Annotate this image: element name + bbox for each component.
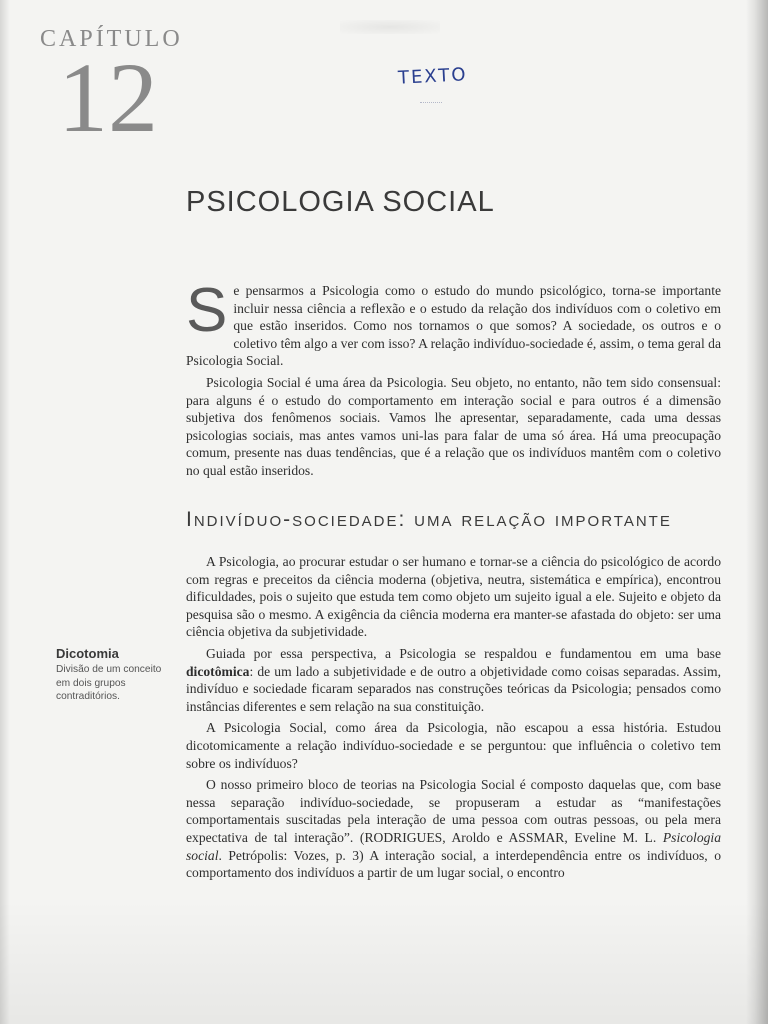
handwritten-note: TEXTO — [397, 64, 469, 89]
section-heading: Indivíduo-sociedade: uma relação importante — [186, 508, 672, 531]
page-edge-shadow-left — [0, 0, 10, 1024]
page-bottom-shade — [0, 900, 768, 1024]
intro-paragraph-1-text: e pensarmos a Psicologia como o estudo do mundo psicológico, torna-se importante incluir nessa ciência a reflexão e o estudo da relação dos indivíduos com o coletivo em que estão inseridos. Como nos tornamos o que somos? A sociedade, os outros e o coletivo têm algo a ver com isso? A relação indivíduo-sociedade é, assim, o tema geral da Psicologia Social. — [186, 283, 721, 369]
intro-paragraph-2: Psicologia Social é uma área da Psicologia. Seu objeto, no entanto, não tem sido consensual: para alguns é o estudo do comportamento em interação social e para outros é a dimensão subjetiva dos fenômenos sociais. Vamos lhe apresentar, separadamente, cada uma dessas psicologias sociais, mas antes vamos uni-las para falar de uma só área. Há uma preocupação comum, presente nas duas tendências, que é a relação que os indivíduos mantêm com o coletivo no qual estão inseridos. — [186, 374, 721, 478]
book-title: Psicologia social — [186, 829, 721, 863]
handwritten-scribble — [420, 92, 442, 103]
section-paragraph-4-end: . Petrópolis: Vozes, p. 3) A interação social, a interdependência entre os indivíduos, o comportamento dos indivíduos a partir de um lugar social, o encontro — [186, 847, 721, 881]
bold-term-dicotomica: dicotômica — [186, 663, 250, 679]
section-paragraph-3: A Psicologia Social, como área da Psicologia, não escapou a essa história. Estudou dicotomicamente a relação indivíduo-sociedade e se perguntou: que influência o coletivo tem sobre os indivíduos? — [186, 720, 721, 771]
page-edge-shadow-right — [746, 0, 768, 1024]
chapter-title: PSICOLOGIA SOCIAL — [186, 186, 495, 218]
chapter-label: CAPÍTULO — [40, 26, 183, 52]
section-text — [186, 553, 721, 882]
intro-paragraph-1 — [186, 276, 721, 370]
intro-text — [186, 276, 721, 480]
chapter-number: 12 — [58, 42, 158, 153]
glossary-sidebar — [56, 646, 174, 704]
section-paragraph-4 — [186, 776, 721, 882]
glossary-term: Dicotomia — [56, 646, 119, 661]
section-paragraph-2-end: : de um lado a subjetividade e de outro a objetividade como coisas separadas. Assim, indivíduo e sociedade ficaram separados nas construções teóricas da Psicologia; pensados como instâncias diferentes e sem relação na sua constituição. — [186, 663, 721, 714]
section-paragraph-2-start: Guiada por essa perspectiva, a Psicologia se respaldou e fundamentou em uma base — [206, 645, 721, 661]
section-paragraph-1: A Psicologia, ao procurar estudar o ser humano e tornar-se a ciência do psicológico de acordo com regras e preceitos da ciência moderna (objetiva, neutra, sistemática e empírica), encontrou dificuldades, pois o sujeito que estuda tem como objeto um sujeito igual a ele. Sujeito e objeto da pesquisa são o mesmo. A exigência da ciência moderna era manter-se afastada do objeto: ser uma ciência objetiva da subjetividade. — [186, 554, 721, 640]
section-paragraph-2 — [186, 645, 721, 715]
glossary-definition: Divisão de um conceito em dois grupos contraditórios. — [56, 664, 162, 702]
drop-cap: S — [186, 276, 228, 345]
section-paragraph-4-start: O nosso primeiro bloco de teorias na Psicologia Social é composto daquelas que, com base nessa separação indivíduo-sociedade, se propuseram a estudar as “manifestações comportamentais suscitadas pela interação de uma pessoa com outras pessoas, ou pela mera expectativa de tal interação”. (RODRIGUES, Aroldo e ASSMAR, Eveline M. L. — [186, 777, 721, 845]
scan-smudge — [340, 20, 440, 34]
